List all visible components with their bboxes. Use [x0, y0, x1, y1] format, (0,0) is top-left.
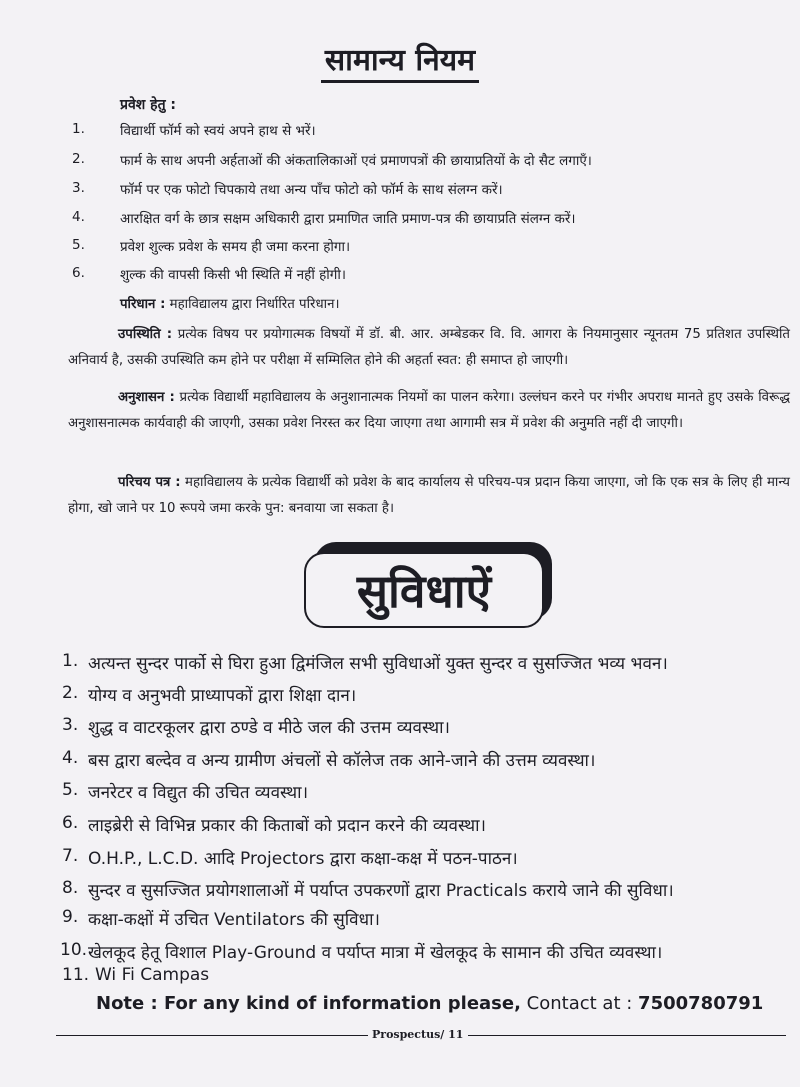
- attendance-rule: उपस्थिति : प्रत्येक विषय पर प्रयोगात्मक विषयों में डॉ. बी. आर. अम्बेडकर वि. वि. आगरा के नियमानुसार न्यूनतम 75 प्रतिशत उपस्थिति अनिवार्य है, उसकी उपस्थिति कम होने पर परीक्षा में सम्मिलित होने की अहर्ता स्वत: ही समाप्त हो जाएगी।: [68, 327, 790, 368]
- page-footer: [56, 1028, 786, 1042]
- admission-heading: प्रवेश हेतु :: [120, 97, 177, 113]
- page-number: Prospectus/ 11: [372, 1028, 464, 1041]
- contact-note: Note : For any kind of information please, Contact at : 7500780791: [96, 993, 764, 1014]
- contact-phone: 7500780791: [638, 993, 764, 1014]
- prospectus-page: सामान्य नियम प्रवेश हेतु : 1. विद्यार्थी फॉर्म को स्वयं अपने हाथ से भरें। 2. फार्म के साथ अपनी अर्हताओं की अंकतालिकाओं एवं प्रमाणपत्रों की छायाप्रतियों के दो सैट लगाएँ। 3. फॉर्म पर एक फोटो चिपकाये तथा अन्य पाँच फोटो को फॉर्म के साथ संलग्न करें। 4. आरक्षित वर्ग के छात्र सक्षम अधिकारी द्वारा प्रमाणित जाति प्रमाण-पत्र की छायाप्रति संलग्न करें। 5. प्रवेश शुल्क प्रवेश के समय ही जमा करना होगा। 6. शुल्क की वापसी किसी भी स्थिति में नहीं होगी। परिधान : महाविद्यालय द्वारा निर्धारित परिधान। उपस्थिति : प्रत्येक विषय पर प्रयोगात्मक विषयों में डॉ. बी. आर. अम्बेडकर वि. वि. आगरा के नियमानुसार न्यूनतम 75 प्रतिशत उपस्थिति अनिवार्य है, उसकी उपस्थिति कम होने पर परीक्षा में सम्मिलित होने की अहर्ता स्वत: ही समाप्त हो जाएगी। अनुशासन : प्रत्येक विद्यार्थी महाविद्यालय के अनुशानात्मक नियमों का पालन करेगा। उल्लंघन करने पर गंभीर अपराध मानते हुए उसके विरूद्ध अनुशासनात्मक कार्यवाही की जाएगी, उसका प्रवेश निरस्त कर दिया जाएगा तथा आगामी सत्र में प्रवेश की अनुमति नहीं दी जाएगी। परिचय पत्र : महाविद्यालय के प्रत्येक विद्यार्थी को प्रवेश के बाद कार्यालय से परिचय-पत्र प्रदान किया जाएगा, जो कि एक सत्र के लिए ही मान्य होगा, खो जाने पर 10 रूपये जमा करके पुन: बनवाया जा सकता है। सुविधाऐं 1. अत्यन्त सुन्दर पार्को से घिरा हुआ द्विमंजिल सभी सुविधाओं युक्त सुन्दर व सुसज्जित भव्य भवन। 2. योग्य व अनुभवी प्राध्यापकों द्वारा शिक्षा दान। 3. शुद्ध व वाटरकूलर द्वारा ठण्डे व मीठे जल की उत्तम व्यवस्था। 4. बस द्वारा बल्देव व अन्य ग्रामीण अंचलों से कॉलेज तक आने-जाने की उत्तम व्यवस्था। 5. जनरेटर व विद्युत की उचित व्यवस्था। 6. लाइब्रेरी से विभिन्न प्रकार की किताबों को प्रदान करने की व्यवस्था। 7. O.H.P., L.C.D. आदि Projectors द्वारा कक्षा-कक्ष में पठन-पाठन। 8. सुन्दर व सुसज्जित प्रयोगशालाओं में पर्याप्त उपकरणों द्वारा Practicals कराये जाने की सुविधा। 9. कक्षा-कक्षों में उचित Ventilators की सुविधा। 10. खेलकूद हेतू विशाल Play-Ground व पर्याप्त मात्रा में खेलकूद के सामान की उचित व्यवस्था। 11. Wi Fi Campas Note : For any kind of information please, Contact at : 7500780791 Prospectus/ 11: [0, 0, 800, 1087]
- id-card-rule: परिचय पत्र : महाविद्यालय के प्रत्येक विद्यार्थी को प्रवेश के बाद कार्यालय से परिचय-पत्र प्रदान किया जाएगा, जो कि एक सत्र के लिए ही मान्य होगा, खो जाने पर 10 रूपये जमा करके पुन: बनवाया जा सकता है।: [68, 475, 790, 516]
- dress-rule: परिधान : महाविद्यालय द्वारा निर्धारित परिधान।: [120, 297, 340, 312]
- discipline-rule: अनुशासन : प्रत्येक विद्यार्थी महाविद्यालय के अनुशानात्मक नियमों का पालन करेगा। उल्लंघन करने पर गंभीर अपराध मानते हुए उसके विरूद्ध अनुशासनात्मक कार्यवाही की जाएगी, उसका प्रवेश निरस्त कर दिया जाएगा तथा आगामी सत्र में प्रवेश की अनुमति नहीं दी जाएगी।: [68, 390, 791, 431]
- facilities-banner: [304, 542, 554, 632]
- page-title: सामान्य नियम: [0, 38, 800, 79]
- facilities-title: सुविधाऐं: [304, 552, 544, 628]
